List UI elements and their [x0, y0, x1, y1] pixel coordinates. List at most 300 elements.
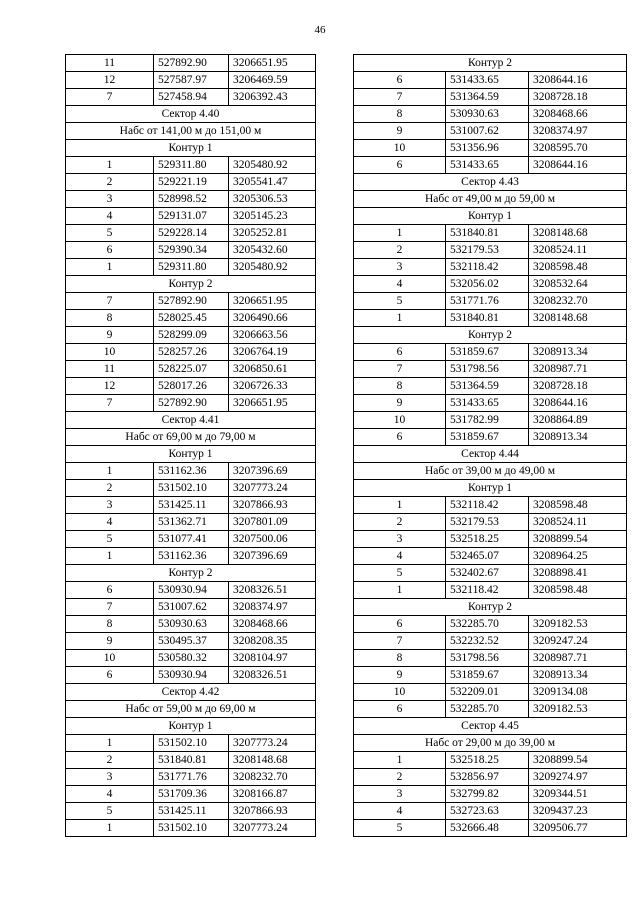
- table-row: [66, 72, 316, 89]
- point-number: 7: [66, 395, 154, 412]
- y-coordinate: 3207773.24: [229, 480, 316, 497]
- x-coordinate: 532799.82: [446, 786, 529, 803]
- table-row: [66, 514, 316, 531]
- x-coordinate: 532856.97: [446, 769, 529, 786]
- point-number: 9: [354, 123, 446, 140]
- y-coordinate: 3209182.53: [529, 616, 627, 633]
- point-number: 6: [66, 667, 154, 684]
- x-coordinate: 531840.81: [446, 225, 529, 242]
- table-row: [354, 395, 627, 412]
- y-coordinate: 3208468.66: [529, 106, 627, 123]
- point-number: 7: [354, 361, 446, 378]
- y-coordinate: 3208644.16: [529, 157, 627, 174]
- section-header-row: [66, 123, 316, 140]
- section-header: Контур 1: [66, 446, 316, 463]
- section-header: Контур 2: [354, 55, 627, 72]
- point-number: 5: [66, 803, 154, 820]
- point-number: 3: [354, 786, 446, 803]
- x-coordinate: 527892.90: [154, 395, 229, 412]
- y-coordinate: 3209182.53: [529, 701, 627, 718]
- point-number: 9: [66, 633, 154, 650]
- section-header: Сектор 4.44: [354, 446, 627, 463]
- y-coordinate: 3206392.43: [229, 89, 316, 106]
- table-row: [66, 378, 316, 395]
- x-coordinate: 530580.32: [154, 650, 229, 667]
- x-coordinate: 530930.63: [446, 106, 529, 123]
- y-coordinate: 3208913.34: [529, 344, 627, 361]
- y-coordinate: 3208374.97: [529, 123, 627, 140]
- table-row: [354, 531, 627, 548]
- y-coordinate: 3207396.69: [229, 463, 316, 480]
- point-number: 6: [354, 344, 446, 361]
- section-header: Набс от 69,00 м до 79,00 м: [66, 429, 316, 446]
- section-header: Набс от 39,00 м до 49,00 м: [354, 463, 627, 480]
- section-header-row: [66, 684, 316, 701]
- point-number: 1: [66, 259, 154, 276]
- point-number: 11: [66, 55, 154, 72]
- y-coordinate: 3209506.77: [529, 820, 627, 837]
- x-coordinate: 531425.11: [154, 497, 229, 514]
- section-header-row: [354, 718, 627, 735]
- table-row: [354, 701, 627, 718]
- section-header: Контур 2: [66, 565, 316, 582]
- y-coordinate: 3208166.87: [229, 786, 316, 803]
- point-number: 1: [354, 225, 446, 242]
- y-coordinate: 3206850.61: [229, 361, 316, 378]
- point-number: 8: [354, 650, 446, 667]
- x-coordinate: 531840.81: [154, 752, 229, 769]
- section-header: Контур 1: [66, 718, 316, 735]
- y-coordinate: 3208468.66: [229, 616, 316, 633]
- point-number: 2: [66, 752, 154, 769]
- point-number: 6: [354, 616, 446, 633]
- table-row: [354, 514, 627, 531]
- x-coordinate: 527892.90: [154, 55, 229, 72]
- section-header-row: [354, 480, 627, 497]
- x-coordinate: 531433.65: [446, 157, 529, 174]
- y-coordinate: 3207866.93: [229, 803, 316, 820]
- x-coordinate: 527458.94: [154, 89, 229, 106]
- x-coordinate: 530930.63: [154, 616, 229, 633]
- point-number: 11: [66, 361, 154, 378]
- point-number: 8: [66, 310, 154, 327]
- point-number: 1: [354, 582, 446, 599]
- point-number: 2: [354, 514, 446, 531]
- point-number: 1: [66, 735, 154, 752]
- x-coordinate: 528257.26: [154, 344, 229, 361]
- point-number: 4: [354, 276, 446, 293]
- y-coordinate: 3208644.16: [529, 72, 627, 89]
- section-header-row: [66, 429, 316, 446]
- section-header: Сектор 4.40: [66, 106, 316, 123]
- table-row: [354, 497, 627, 514]
- x-coordinate: 531502.10: [154, 820, 229, 837]
- y-coordinate: 3206663.56: [229, 327, 316, 344]
- table-row: [354, 293, 627, 310]
- table-row: [354, 310, 627, 327]
- point-number: 8: [66, 616, 154, 633]
- x-coordinate: 531162.36: [154, 463, 229, 480]
- x-coordinate: 531433.65: [446, 72, 529, 89]
- table-row: [354, 72, 627, 89]
- table-row: [354, 123, 627, 140]
- x-coordinate: 528025.45: [154, 310, 229, 327]
- y-coordinate: 3208326.51: [229, 582, 316, 599]
- y-coordinate: 3206764.19: [229, 344, 316, 361]
- section-header-row: [354, 735, 627, 752]
- table-row: [66, 242, 316, 259]
- table-row: [354, 157, 627, 174]
- point-number: 1: [354, 752, 446, 769]
- point-number: 4: [66, 514, 154, 531]
- table-row: [66, 463, 316, 480]
- point-number: 2: [354, 242, 446, 259]
- point-number: 4: [354, 548, 446, 565]
- x-coordinate: 532118.42: [446, 259, 529, 276]
- table-row: [66, 786, 316, 803]
- x-coordinate: 529311.80: [154, 157, 229, 174]
- x-coordinate: 531502.10: [154, 480, 229, 497]
- y-coordinate: 3208232.70: [229, 769, 316, 786]
- section-header: Сектор 4.42: [66, 684, 316, 701]
- x-coordinate: 532179.53: [446, 514, 529, 531]
- section-header-row: [354, 599, 627, 616]
- x-coordinate: 528225.07: [154, 361, 229, 378]
- x-coordinate: 531356.96: [446, 140, 529, 157]
- x-coordinate: 531859.67: [446, 667, 529, 684]
- y-coordinate: 3208898.41: [529, 565, 627, 582]
- point-number: 6: [354, 72, 446, 89]
- y-coordinate: 3208899.54: [529, 752, 627, 769]
- table-row: [66, 310, 316, 327]
- table-row: [66, 650, 316, 667]
- point-number: 6: [66, 242, 154, 259]
- table-row: [354, 633, 627, 650]
- y-coordinate: 3208987.71: [529, 361, 627, 378]
- point-number: 2: [354, 769, 446, 786]
- point-number: 9: [66, 327, 154, 344]
- y-coordinate: 3207500.06: [229, 531, 316, 548]
- table-row: [354, 429, 627, 446]
- table-row: [66, 667, 316, 684]
- x-coordinate: 532179.53: [446, 242, 529, 259]
- section-header-row: [66, 446, 316, 463]
- table-row: [66, 769, 316, 786]
- table-row: [354, 667, 627, 684]
- y-coordinate: 3208598.48: [529, 259, 627, 276]
- table-row: [66, 174, 316, 191]
- y-coordinate: 3205480.92: [229, 157, 316, 174]
- x-coordinate: 531077.41: [154, 531, 229, 548]
- x-coordinate: 532118.42: [446, 497, 529, 514]
- table-row: [66, 633, 316, 650]
- point-number: 12: [66, 378, 154, 395]
- x-coordinate: 529228.14: [154, 225, 229, 242]
- y-coordinate: 3208864.89: [529, 412, 627, 429]
- table-row: [354, 106, 627, 123]
- table-row: [66, 259, 316, 276]
- table-row: [354, 616, 627, 633]
- coordinates-table-right: [353, 54, 627, 837]
- x-coordinate: 531771.76: [154, 769, 229, 786]
- table-row: [66, 548, 316, 565]
- point-number: 10: [66, 344, 154, 361]
- point-number: 4: [354, 803, 446, 820]
- x-coordinate: 532465.07: [446, 548, 529, 565]
- y-coordinate: 3208532.64: [529, 276, 627, 293]
- y-coordinate: 3208598.48: [529, 497, 627, 514]
- y-coordinate: 3206651.95: [229, 293, 316, 310]
- section-header-row: [354, 191, 627, 208]
- y-coordinate: 3208148.68: [229, 752, 316, 769]
- section-header: Сектор 4.41: [66, 412, 316, 429]
- table-row: [66, 361, 316, 378]
- x-coordinate: 531364.59: [446, 378, 529, 395]
- table-row: [354, 786, 627, 803]
- section-header-row: [66, 140, 316, 157]
- point-number: 6: [66, 582, 154, 599]
- x-coordinate: 531782.99: [446, 412, 529, 429]
- point-number: 3: [66, 769, 154, 786]
- y-coordinate: 3208598.48: [529, 582, 627, 599]
- point-number: 6: [354, 429, 446, 446]
- point-number: 2: [66, 480, 154, 497]
- y-coordinate: 3208374.97: [229, 599, 316, 616]
- y-coordinate: 3207773.24: [229, 820, 316, 837]
- y-coordinate: 3208899.54: [529, 531, 627, 548]
- point-number: 10: [354, 412, 446, 429]
- y-coordinate: 3209134.08: [529, 684, 627, 701]
- x-coordinate: 531859.67: [446, 344, 529, 361]
- table-row: [354, 361, 627, 378]
- y-coordinate: 3208644.16: [529, 395, 627, 412]
- section-header: Контур 2: [66, 276, 316, 293]
- table-row: [66, 599, 316, 616]
- point-number: 3: [66, 497, 154, 514]
- table-row: [354, 582, 627, 599]
- y-coordinate: 3206651.95: [229, 395, 316, 412]
- y-coordinate: 3205541.47: [229, 174, 316, 191]
- table-row: [66, 327, 316, 344]
- y-coordinate: 3206469.59: [229, 72, 316, 89]
- page-number: 46: [314, 24, 326, 36]
- point-number: 4: [66, 208, 154, 225]
- x-coordinate: 530495.37: [154, 633, 229, 650]
- table-row: [66, 531, 316, 548]
- y-coordinate: 3208913.34: [529, 667, 627, 684]
- section-header: Набс от 141,00 м до 151,00 м: [66, 123, 316, 140]
- point-number: 5: [354, 293, 446, 310]
- point-number: 5: [66, 531, 154, 548]
- table-row: [66, 208, 316, 225]
- table-row: [66, 89, 316, 106]
- point-number: 3: [354, 531, 446, 548]
- x-coordinate: 531007.62: [154, 599, 229, 616]
- point-number: 2: [66, 174, 154, 191]
- point-number: 10: [66, 650, 154, 667]
- x-coordinate: 528299.09: [154, 327, 229, 344]
- y-coordinate: 3206490.66: [229, 310, 316, 327]
- section-header-row: [66, 412, 316, 429]
- y-coordinate: 3206726.33: [229, 378, 316, 395]
- table-row: [66, 191, 316, 208]
- section-header-row: [66, 106, 316, 123]
- y-coordinate: 3205480.92: [229, 259, 316, 276]
- table-row: [354, 89, 627, 106]
- y-coordinate: 3208913.34: [529, 429, 627, 446]
- y-coordinate: 3208326.51: [229, 667, 316, 684]
- x-coordinate: 531007.62: [446, 123, 529, 140]
- y-coordinate: 3208728.18: [529, 378, 627, 395]
- y-coordinate: 3205306.53: [229, 191, 316, 208]
- y-coordinate: 3205145.23: [229, 208, 316, 225]
- point-number: 7: [354, 633, 446, 650]
- table-row: [354, 803, 627, 820]
- table-row: [354, 412, 627, 429]
- table-row: [66, 616, 316, 633]
- x-coordinate: 531364.59: [446, 89, 529, 106]
- point-number: 3: [66, 191, 154, 208]
- y-coordinate: 3207773.24: [229, 735, 316, 752]
- table-row: [66, 582, 316, 599]
- y-coordinate: 3208148.68: [529, 225, 627, 242]
- x-coordinate: 530930.94: [154, 582, 229, 599]
- point-number: 1: [354, 310, 446, 327]
- point-number: 10: [354, 684, 446, 701]
- y-coordinate: 3208524.11: [529, 242, 627, 259]
- point-number: 5: [354, 820, 446, 837]
- table-row: [66, 820, 316, 837]
- y-coordinate: 3207801.09: [229, 514, 316, 531]
- table-row: [66, 803, 316, 820]
- y-coordinate: 3208595.70: [529, 140, 627, 157]
- x-coordinate: 532232.52: [446, 633, 529, 650]
- table-row: [66, 395, 316, 412]
- section-header-row: [354, 55, 627, 72]
- table-row: [354, 820, 627, 837]
- x-coordinate: 531709.36: [154, 786, 229, 803]
- x-coordinate: 532666.48: [446, 820, 529, 837]
- x-coordinate: 529221.19: [154, 174, 229, 191]
- table-row: [354, 140, 627, 157]
- x-coordinate: 527892.90: [154, 293, 229, 310]
- x-coordinate: 532118.42: [446, 582, 529, 599]
- table-row: [354, 378, 627, 395]
- y-coordinate: 3208104.97: [229, 650, 316, 667]
- y-coordinate: 3207396.69: [229, 548, 316, 565]
- section-header: Контур 1: [354, 480, 627, 497]
- section-header: Набс от 49,00 м до 59,00 м: [354, 191, 627, 208]
- x-coordinate: 532285.70: [446, 701, 529, 718]
- point-number: 10: [354, 140, 446, 157]
- y-coordinate: 3209344.51: [529, 786, 627, 803]
- point-number: 4: [66, 786, 154, 803]
- table-row: [66, 293, 316, 310]
- x-coordinate: 531859.67: [446, 429, 529, 446]
- section-header-row: [66, 718, 316, 735]
- x-coordinate: 528017.26: [154, 378, 229, 395]
- section-header-row: [354, 463, 627, 480]
- point-number: 5: [354, 565, 446, 582]
- y-coordinate: 3205432.60: [229, 242, 316, 259]
- x-coordinate: 531771.76: [446, 293, 529, 310]
- x-coordinate: 529311.80: [154, 259, 229, 276]
- x-coordinate: 532723.63: [446, 803, 529, 820]
- point-number: 7: [66, 89, 154, 106]
- x-coordinate: 530930.94: [154, 667, 229, 684]
- y-coordinate: 3209274.97: [529, 769, 627, 786]
- x-coordinate: 531502.10: [154, 735, 229, 752]
- point-number: 6: [354, 157, 446, 174]
- point-number: 1: [354, 497, 446, 514]
- table-row: [354, 548, 627, 565]
- x-coordinate: 531433.65: [446, 395, 529, 412]
- section-header: Набс от 29,00 м до 39,00 м: [354, 735, 627, 752]
- table-row: [66, 480, 316, 497]
- section-header: Контур 1: [66, 140, 316, 157]
- section-header: Сектор 4.45: [354, 718, 627, 735]
- coordinates-table-left: [65, 54, 316, 837]
- section-header-row: [354, 327, 627, 344]
- point-number: 5: [66, 225, 154, 242]
- x-coordinate: 531362.71: [154, 514, 229, 531]
- y-coordinate: 3208728.18: [529, 89, 627, 106]
- section-header: Контур 2: [354, 327, 627, 344]
- section-header-row: [66, 276, 316, 293]
- table-row: [354, 769, 627, 786]
- table-row: [354, 344, 627, 361]
- point-number: 9: [354, 667, 446, 684]
- y-coordinate: 3208964.25: [529, 548, 627, 565]
- x-coordinate: 531798.56: [446, 650, 529, 667]
- table-row: [354, 259, 627, 276]
- point-number: 7: [66, 293, 154, 310]
- x-coordinate: 529131.07: [154, 208, 229, 225]
- y-coordinate: 3209437.23: [529, 803, 627, 820]
- table-row: [354, 225, 627, 242]
- y-coordinate: 3208987.71: [529, 650, 627, 667]
- x-coordinate: 531798.56: [446, 361, 529, 378]
- table-row: [66, 735, 316, 752]
- x-coordinate: 532518.25: [446, 531, 529, 548]
- x-coordinate: 532056.02: [446, 276, 529, 293]
- section-header: Набс от 59,00 м до 69,00 м: [66, 701, 316, 718]
- point-number: 3: [354, 259, 446, 276]
- table-row: [66, 344, 316, 361]
- table-row: [354, 565, 627, 582]
- table-row: [354, 242, 627, 259]
- point-number: 8: [354, 378, 446, 395]
- section-header-row: [354, 208, 627, 225]
- table-row: [354, 752, 627, 769]
- y-coordinate: 3208148.68: [529, 310, 627, 327]
- point-number: 7: [66, 599, 154, 616]
- y-coordinate: 3208524.11: [529, 514, 627, 531]
- table-row: [66, 225, 316, 242]
- point-number: 9: [354, 395, 446, 412]
- section-header: Контур 2: [354, 599, 627, 616]
- x-coordinate: 531840.81: [446, 310, 529, 327]
- y-coordinate: 3208232.70: [529, 293, 627, 310]
- point-number: 7: [354, 89, 446, 106]
- x-coordinate: 531425.11: [154, 803, 229, 820]
- table-row: [354, 276, 627, 293]
- section-header-row: [354, 174, 627, 191]
- x-coordinate: 532518.25: [446, 752, 529, 769]
- table-row: [66, 55, 316, 72]
- section-header-row: [66, 565, 316, 582]
- table-row: [66, 157, 316, 174]
